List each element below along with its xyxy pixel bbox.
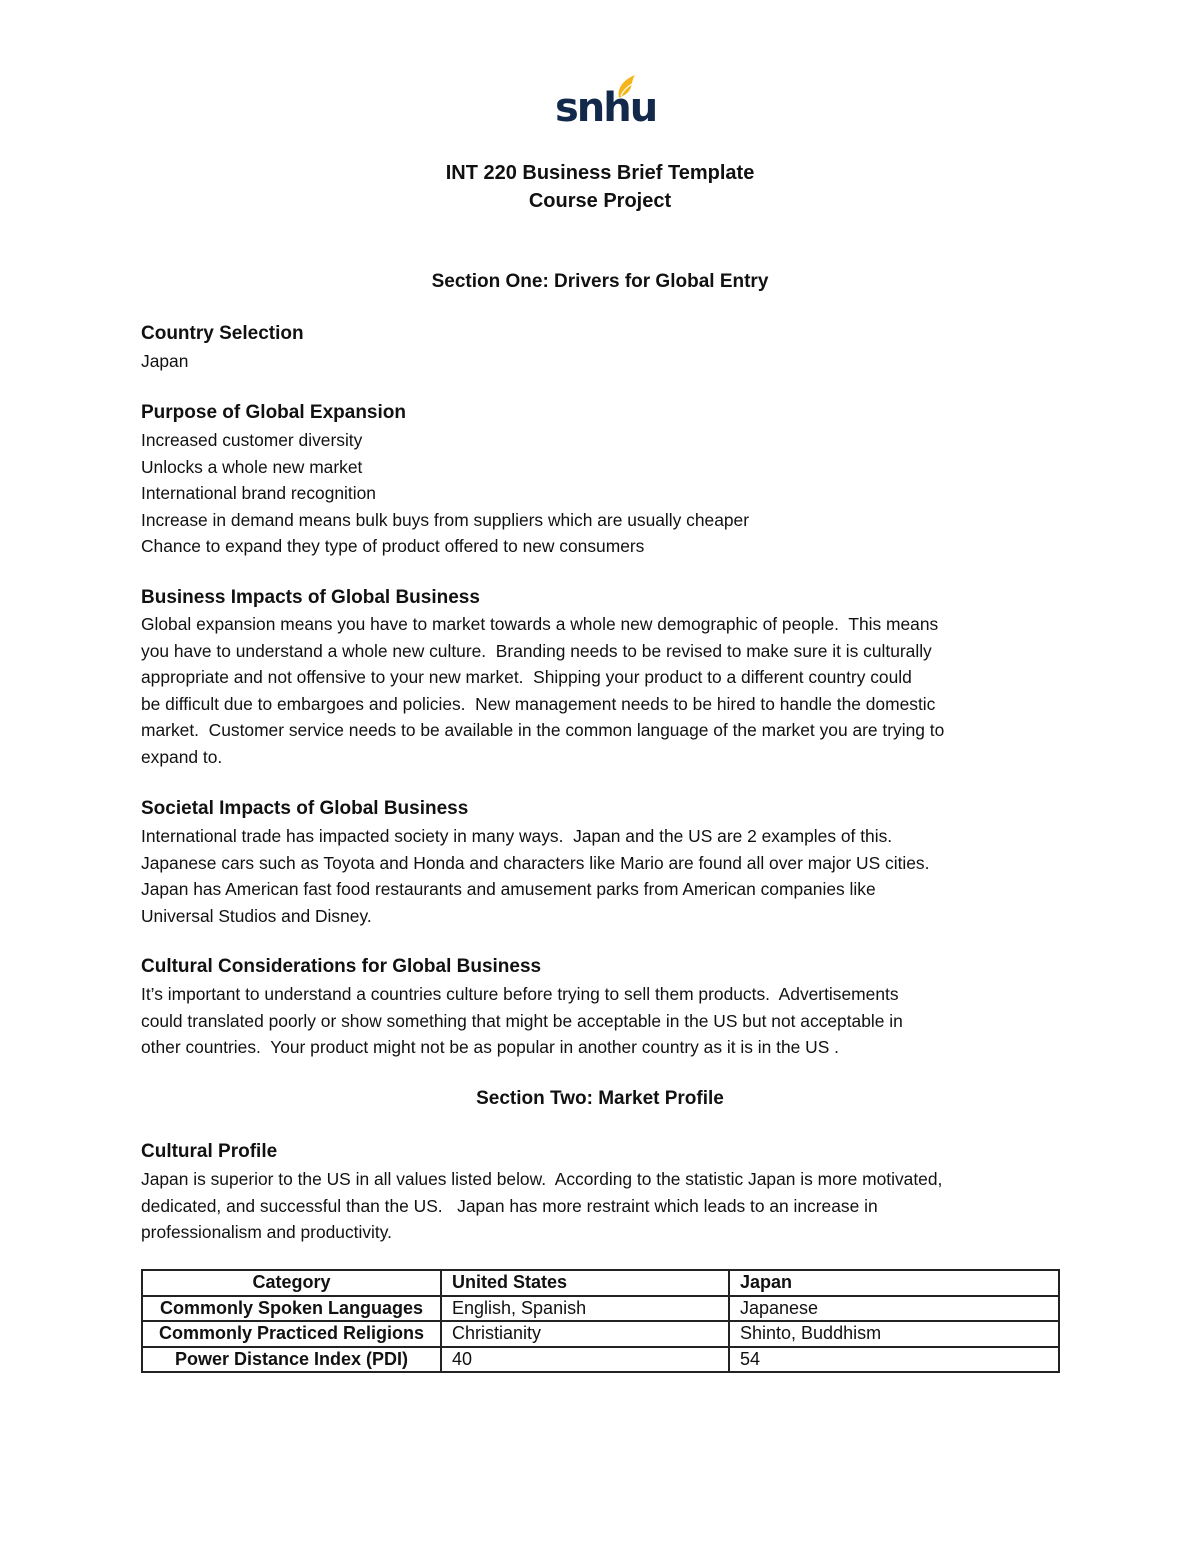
list-item: International brand recognition: [141, 483, 376, 503]
paragraph-line: Japan: [141, 351, 189, 371]
snhu-logo: [553, 72, 657, 134]
table-cell: Christianity: [441, 1321, 729, 1347]
paragraph-line: Global expansion means you have to market towards a whole new demographic of people. This means: [141, 614, 939, 634]
paragraph-line: professionalism and productivity.: [141, 1222, 392, 1242]
paragraph-line: market. Customer service needs to be available in the common language of the market you are trying to: [141, 720, 945, 740]
section-one-heading: Section One: Drivers for Global Entry: [431, 271, 769, 292]
cultural-profile-heading: Cultural Profile: [141, 1141, 278, 1162]
logo-wordmark: snhu: [555, 85, 657, 131]
cultural-considerations-heading: Cultural Considerations for Global Business: [141, 956, 542, 977]
business-impacts-paragraph: [141, 611, 1071, 770]
paragraph-line: Japan has American fast food restaurants and amusement parks from American companies like: [141, 879, 876, 899]
list-item: Unlocks a whole new market: [141, 456, 363, 477]
document-subtitle: Course Project: [528, 190, 672, 212]
table-cell: Shinto, Buddhism: [729, 1321, 1059, 1347]
table-cell: Japanese: [729, 1296, 1059, 1322]
cultural-considerations-paragraph: [141, 981, 1071, 1061]
cultural-profile-paragraph: [141, 1166, 1071, 1246]
table-cell: Power Distance Index (PDI): [142, 1347, 441, 1373]
paragraph-line: International trade has impacted society in many ways. Japan and the US are 2 examples of this.: [141, 826, 893, 846]
table-header-row: [142, 1270, 1059, 1296]
purpose-heading: Purpose of Global Expansion: [141, 402, 406, 423]
list-item: Increase in demand means bulk buys from suppliers which are usually cheaper: [141, 509, 750, 530]
column-header: Category: [142, 1270, 441, 1296]
table-cell: 54: [729, 1347, 1059, 1373]
paragraph-line: appropriate and not offensive to your new market. Shipping your product to a different country could: [141, 667, 912, 687]
paragraph-line: other countries. Your product might not be as popular in another country as it is in the US .: [141, 1037, 839, 1057]
table-row: [142, 1296, 1059, 1322]
societal-impacts-paragraph: [141, 823, 1071, 929]
section-two-heading: Section Two: Market Profile: [476, 1088, 724, 1109]
table-cell: Commonly Spoken Languages: [142, 1296, 441, 1322]
country-selection-text: [141, 348, 1071, 375]
column-header: United States: [441, 1270, 729, 1296]
paragraph-line: expand to.: [141, 746, 223, 767]
paragraph-line: Japan is superior to the US in all values listed below. According to the statistic Japan is more motivated,: [141, 1169, 943, 1189]
list-item: Chance to expand they type of product offered to new consumers: [141, 536, 645, 556]
paragraph-line: dedicated, and successful than the US. Japan has more restraint which leads to an increase in: [141, 1195, 878, 1216]
document-title: INT 220 Business Brief Template: [445, 162, 755, 184]
table-cell: Commonly Practiced Religions: [142, 1321, 441, 1347]
list-item: Increased customer diversity: [141, 430, 363, 450]
paragraph-line: Japanese cars such as Toyota and Honda and characters like Mario are found all over major US cities.: [141, 852, 930, 873]
paragraph-line: It’s important to understand a countries culture before trying to sell them products. Advertisements: [141, 984, 899, 1004]
column-header: Japan: [729, 1270, 1059, 1296]
table-cell: English, Spanish: [441, 1296, 729, 1322]
societal-impacts-heading: Societal Impacts of Global Business: [141, 798, 469, 819]
paragraph-line: Universal Studios and Disney.: [141, 905, 372, 926]
business-impacts-heading: Business Impacts of Global Business: [141, 587, 480, 608]
paragraph-line: could translated poorly or show something that might be acceptable in the US but not acceptable in: [141, 1010, 903, 1031]
table-row: [142, 1321, 1059, 1347]
cultural-profile-table: [141, 1269, 1060, 1373]
paragraph-line: be difficult due to embargoes and policies. New management needs to be hired to handle the domestic: [141, 693, 936, 714]
paragraph-line: you have to understand a whole new culture. Branding needs to be revised to make sure it is culturally: [141, 640, 932, 661]
table-row: [142, 1347, 1059, 1373]
purpose-list: [141, 427, 1071, 560]
country-selection-heading: Country Selection: [141, 323, 304, 344]
table-cell: 40: [441, 1347, 729, 1373]
